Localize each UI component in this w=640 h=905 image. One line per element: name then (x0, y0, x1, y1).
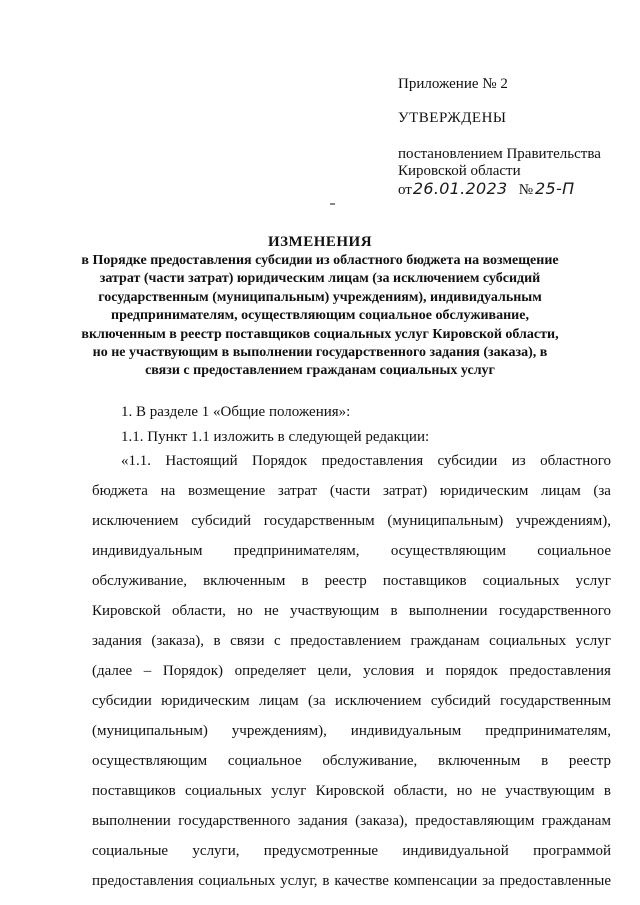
handwritten-date: 26.01.2023 (412, 179, 508, 198)
body-word: не (481, 783, 497, 799)
section-heading: 1. В разделе 1 «Общие положения»: (121, 404, 351, 420)
body-word: осуществляющим (92, 753, 208, 769)
body-word: исключением (92, 513, 179, 529)
body-word: услуг (271, 783, 307, 799)
body-word: (муниципальным) (92, 723, 208, 739)
body-word: но (237, 603, 253, 619)
body-word: услуг (575, 633, 611, 649)
body-line (92, 542, 611, 572)
subtitle-line: государственным (муниципальным) учреждениям), индивидуальным (98, 289, 542, 305)
body-word: областного (540, 453, 611, 469)
appendix-label: Приложение № 2 (398, 76, 508, 92)
handwritten-number: 25-П (535, 179, 575, 198)
body-word: и (425, 663, 434, 679)
body-word: (муниципальным) (387, 513, 504, 529)
body-word: программой (533, 843, 611, 859)
body-word: (за (593, 483, 611, 499)
body-word: с (274, 633, 281, 649)
body-word: участвующим (505, 783, 595, 799)
decree-line-2: Кировской области (398, 163, 521, 179)
body-word: индивидуальным (92, 543, 203, 559)
body-word: области, (393, 783, 448, 799)
body-word: государственного (178, 813, 291, 829)
body-word: компенсации (393, 873, 478, 889)
body-word: задания (92, 633, 142, 649)
body-word: (заказа), (355, 813, 408, 829)
body-word: поставщиков (382, 573, 467, 589)
body-line (92, 752, 611, 782)
body-word: предпринимателям, (233, 543, 360, 559)
body-word: «1.1. (121, 453, 151, 469)
body-word: социальных (184, 783, 262, 799)
decree-line-1: постановлением Правительства (398, 146, 601, 162)
body-word: возмещение (187, 483, 266, 499)
body-word: социальное (227, 753, 302, 769)
body-word: включенным (203, 573, 286, 589)
body-word: учреждениям), (231, 723, 327, 739)
body-word: задания (297, 813, 348, 829)
body-word: услуги, (192, 843, 240, 859)
subtitle-line: связи с предоставлением гражданам социальных услуг (145, 363, 495, 379)
body-word: включенным (438, 753, 521, 769)
body-word: в (603, 783, 611, 799)
body-word: услуг, (280, 873, 318, 889)
body-word: из (511, 453, 526, 469)
body-word: Порядок (252, 453, 308, 469)
body-line (92, 722, 611, 752)
body-word: предоставленные (499, 873, 611, 889)
body-word: субсидий (191, 513, 251, 529)
decree-reference (398, 146, 628, 180)
body-word: гражданам (541, 813, 611, 829)
body-word: обслуживание, (322, 753, 418, 769)
body-word: юридическим (161, 693, 250, 709)
body-word: обслуживание, (92, 573, 187, 589)
body-word: за (482, 873, 495, 889)
subtitle-line: в Порядке предоставления субсидии из областного бюджета на возмещение (81, 253, 559, 268)
number-prefix: № (518, 182, 534, 198)
body-word: субсидии (437, 453, 498, 469)
body-word: социальные (92, 843, 169, 859)
subtitle-line: затрат (части затрат) юридическим лицам (за исключением субсидий (99, 271, 541, 287)
body-word: цели, (317, 663, 352, 679)
body-word: индивидуальной (402, 843, 509, 859)
body-word: осуществляющим (390, 543, 506, 559)
body-word: Кировской (315, 783, 385, 799)
decree-date-line (398, 180, 574, 199)
document-title: ИЗМЕНЕНИЯ (267, 234, 373, 250)
body-word: порядок (445, 663, 498, 679)
body-word: связи (230, 633, 265, 649)
body-word: но (456, 783, 473, 799)
body-word: в (541, 753, 549, 769)
body-word: предпринимателям, (485, 723, 611, 739)
body-paragraph (92, 452, 611, 902)
body-word: социальное (537, 543, 611, 559)
body-word: (далее (92, 663, 133, 679)
body-line (92, 812, 611, 842)
body-word: бюджета (92, 483, 148, 499)
body-word: области, (172, 603, 226, 619)
body-word: выполнении (408, 603, 488, 619)
body-word: учреждениям), (515, 513, 611, 529)
body-word: – (143, 663, 152, 679)
body-word: социальных (198, 873, 276, 889)
body-word: предоставления (321, 453, 424, 469)
subtitle-line: но не участвующим в выполнении государственного задания (заказа), в (92, 345, 548, 361)
body-word: юридическим (439, 483, 529, 499)
body-line (92, 692, 611, 722)
body-word: государственным (500, 693, 611, 709)
body-word: Настоящий (165, 453, 238, 469)
body-word: затрат (277, 483, 318, 499)
body-word: в (322, 873, 330, 889)
document-subtitle (80, 252, 560, 381)
subtitle-line: предпринимателям, осуществляющим социальное обслуживание, (111, 308, 529, 324)
date-prefix: от (398, 182, 412, 198)
body-word: лицам (258, 693, 299, 709)
body-word: государственным (263, 513, 375, 529)
body-word: услуг (575, 573, 611, 589)
body-line (92, 602, 611, 632)
body-word: социальных (482, 573, 560, 589)
body-word: выполнении (92, 813, 171, 829)
body-word: индивидуальным (350, 723, 462, 739)
body-word: гражданам (410, 633, 480, 649)
body-word: (заказа), (151, 633, 204, 649)
body-word: определяет (234, 663, 306, 679)
body-word: в (213, 633, 221, 649)
body-word: (за (308, 693, 326, 709)
body-line (92, 482, 611, 512)
body-word: участвующим (289, 603, 380, 619)
body-word: Порядок) (162, 663, 224, 679)
body-word: лицам (541, 483, 581, 499)
body-word: в (390, 603, 398, 619)
body-word: социальных (489, 633, 567, 649)
body-word: (части (329, 483, 371, 499)
body-word: предоставлением (290, 633, 401, 649)
body-word: исключением (334, 693, 422, 709)
body-line (92, 572, 611, 602)
item-heading: 1.1. Пункт 1.1 изложить в следующей редакции: (121, 429, 430, 445)
body-word: поставщиков (92, 783, 176, 799)
body-line (92, 872, 611, 902)
body-line (92, 632, 611, 662)
subtitle-line: включенным в реестр поставщиков социальных услуг Кировской области, (81, 326, 559, 342)
body-line (92, 512, 611, 542)
body-word: затрат) (382, 483, 428, 499)
approved-label: УТВЕРЖДЕНЫ (398, 110, 507, 126)
body-word: условия (363, 663, 415, 679)
body-word: не (263, 603, 279, 619)
body-word: предоставления (92, 873, 194, 889)
scan-mark (330, 203, 335, 205)
body-word: субсидий (430, 693, 491, 709)
body-word: предоставляющим (415, 813, 535, 829)
body-line (92, 662, 611, 692)
body-line (92, 842, 611, 872)
body-word: Кировской (92, 603, 161, 619)
body-word: государственного (498, 603, 611, 619)
body-word: предусмотренные (263, 843, 379, 859)
body-word: на (160, 483, 176, 499)
body-word: качестве (334, 873, 389, 889)
body-word: в (301, 573, 309, 589)
body-line (92, 782, 611, 812)
body-word: предоставления (509, 663, 611, 679)
body-word: реестр (324, 573, 367, 589)
body-word: реестр (568, 753, 611, 769)
body-word: субсидии (92, 693, 152, 709)
body-line (92, 452, 611, 482)
